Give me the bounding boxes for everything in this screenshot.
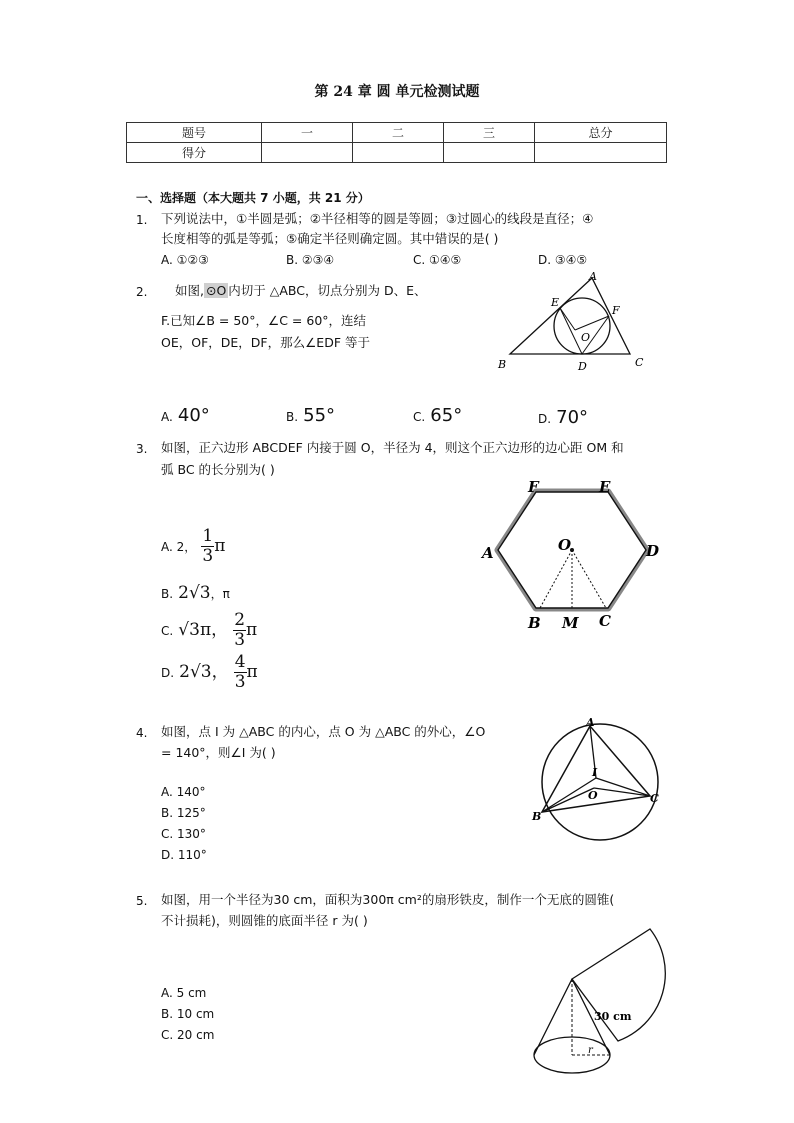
- q3-option-b-label: B.: [161, 587, 174, 601]
- q2-option-letter: C.: [413, 410, 426, 424]
- score-header-cell: 二: [353, 123, 444, 143]
- q2-label-b: B: [498, 358, 507, 371]
- q1-option-c[interactable]: C. ①④⑤: [413, 253, 462, 267]
- q2-line-oe: [560, 308, 575, 330]
- q4-label-c: C: [650, 792, 659, 805]
- score-table: [126, 122, 667, 163]
- q5-option-a[interactable]: A. 5 cm: [161, 986, 207, 1000]
- q3-label-a: A: [482, 544, 494, 562]
- q3-label-b: B: [528, 614, 541, 632]
- fraction-denominator: 3: [234, 630, 246, 650]
- q3-option-a-fraction: [201, 527, 214, 566]
- fraction-numerator: 2: [234, 610, 246, 630]
- q3-option-b-expr: 2√3: [178, 583, 211, 603]
- q3-option-b[interactable]: [161, 583, 230, 603]
- q4-label-i: I: [592, 766, 598, 779]
- fraction-numerator: 1: [202, 526, 214, 546]
- q4-line-oc: [594, 788, 650, 796]
- question-number: 1.: [136, 213, 148, 227]
- q3-option-a[interactable]: [161, 527, 225, 566]
- score-row-label: 得分: [127, 143, 262, 163]
- q4-line1: 如图，点 I 为 △ABC 的内心，点 O 为 △ABC 的外心，∠O: [161, 724, 486, 739]
- score-header-cell: 三: [444, 123, 535, 143]
- q3-option-a-label: A. 2，: [161, 540, 197, 554]
- q5-label-r: r: [588, 1045, 593, 1056]
- q2-label-a: A: [589, 270, 597, 283]
- score-header-cell: 总分: [535, 123, 667, 143]
- question-number: 3.: [136, 442, 148, 456]
- q2-option-value: 55°: [303, 405, 336, 426]
- question-number: 2.: [136, 285, 148, 299]
- q2-option-c[interactable]: [413, 405, 462, 426]
- q2-figure: [490, 268, 655, 378]
- q2-option-letter: D.: [538, 412, 552, 426]
- q3-line2: 弧 BC 的长分别为( ): [161, 462, 275, 477]
- q2-option-value: 70°: [556, 407, 589, 428]
- section-heading: 一、选择题（本大题共 7 小题，共 21 分）: [136, 191, 370, 205]
- q2-option-b[interactable]: [286, 405, 335, 426]
- q2-option-letter: B.: [286, 410, 299, 424]
- score-cell[interactable]: [535, 143, 667, 163]
- q4-option-c[interactable]: C. 130°: [161, 827, 206, 841]
- q3-option-d-label: D.: [161, 666, 175, 680]
- q5-option-b[interactable]: B. 10 cm: [161, 1007, 215, 1021]
- q4-label-a: A: [586, 716, 595, 729]
- q2-circle-o: ⊙O: [205, 283, 227, 298]
- q2-option-letter: A.: [161, 410, 173, 424]
- q4-line2: = 140°，则∠I 为( ): [161, 745, 276, 760]
- q3-option-c-expr: √3π，: [178, 620, 229, 640]
- q5-sector: [572, 929, 665, 1041]
- q5-figure: [528, 925, 668, 1085]
- q3-line1: 如图，正六边形 ABCDEF 内接于圆 O，半径为 4，则这个正六边形的边心距 OM 和: [161, 440, 624, 455]
- q2-line2: F.已知∠B = 50°，∠C = 60°，连结: [161, 313, 367, 328]
- q4-figure: [528, 712, 668, 842]
- q5-radius-label: 30 cm: [594, 1010, 632, 1023]
- q2-option-value: 65°: [430, 405, 463, 426]
- q3-label-o: O: [558, 536, 572, 554]
- score-cell[interactable]: [353, 143, 444, 163]
- q1-line1: 下列说法中，①半圆是弧；②半径相等的圆是等圆；③过圆心的线段是直径；④: [161, 211, 594, 226]
- q3-option-c[interactable]: [161, 611, 257, 650]
- q1-line2: 长度相等的弧是等弧；⑤确定半径则确定圆。其中错误的是( ): [161, 231, 499, 246]
- q2-option-value: 40°: [177, 405, 210, 426]
- q4-label-b: B: [532, 810, 542, 823]
- q4-option-d[interactable]: D. 110°: [161, 848, 207, 862]
- q5-option-c[interactable]: C. 20 cm: [161, 1028, 215, 1042]
- q5-cone-left-edge: [534, 979, 572, 1055]
- score-cell[interactable]: [262, 143, 353, 163]
- q3-label-d: D: [646, 542, 660, 560]
- q3-figure: [478, 474, 668, 634]
- q1-option-b[interactable]: B. ②③④: [286, 253, 335, 267]
- pi-symbol: π: [246, 620, 258, 640]
- score-header-cell: 题号: [127, 123, 262, 143]
- q5-line2: 不计损耗)，则圆锥的底面半径 r 为( ): [161, 913, 368, 928]
- q3-label-e: E: [599, 478, 611, 496]
- q3-label-m: M: [562, 614, 579, 632]
- q1-option-a[interactable]: A. ①②③: [161, 253, 209, 267]
- q2-label-e: E: [551, 296, 560, 309]
- q1-option-d[interactable]: D. ③④⑤: [538, 253, 588, 267]
- q2-label-d: D: [578, 360, 587, 373]
- pi-symbol: π: [246, 662, 258, 682]
- q3-option-d-fraction: [234, 653, 247, 692]
- q3-label-f: F: [528, 478, 539, 496]
- q3-option-d[interactable]: [161, 653, 258, 692]
- q2-line1-rest: 内切于 △ABC，切点分别为 D、E、: [228, 283, 427, 298]
- q4-label-o: O: [588, 789, 598, 802]
- q2-line1: [175, 281, 427, 301]
- score-table-header-row: [127, 123, 667, 143]
- q3-option-c-label: C.: [161, 624, 174, 638]
- question-number: 5.: [136, 894, 148, 908]
- fraction-denominator: 3: [234, 672, 246, 692]
- q3-option-c-fraction: [233, 611, 246, 650]
- score-cell[interactable]: [444, 143, 535, 163]
- q2-option-a[interactable]: [161, 405, 210, 426]
- q2-line3: OE，OF，DE，DF，那么∠EDF 等于: [161, 335, 370, 350]
- question-number: 4.: [136, 726, 148, 740]
- q4-option-b[interactable]: B. 125°: [161, 806, 206, 820]
- fraction-numerator: 4: [234, 652, 246, 672]
- q4-option-a[interactable]: A. 140°: [161, 785, 206, 799]
- score-table-row: [127, 143, 667, 163]
- q2-label-c: C: [635, 356, 644, 369]
- q3-label-c: C: [599, 612, 611, 630]
- q2-pre: 如图,: [175, 283, 204, 298]
- q2-label-o: O: [581, 331, 591, 344]
- q3-option-b-tail: ，π: [210, 587, 230, 601]
- page-title: 第 24 章 圆 单元检测试题: [314, 84, 480, 100]
- pi-symbol: π: [214, 536, 226, 556]
- q5-line1: 如图，用一个半径为30 cm，面积为300π cm²的扇形铁皮，制作一个无底的圆锥(: [161, 892, 615, 907]
- q3-option-d-expr: 2√3，: [179, 662, 229, 682]
- q2-label-f: F: [612, 304, 620, 317]
- q2-option-d[interactable]: [538, 407, 588, 428]
- fraction-denominator: 3: [202, 546, 214, 566]
- score-header-cell: 一: [262, 123, 353, 143]
